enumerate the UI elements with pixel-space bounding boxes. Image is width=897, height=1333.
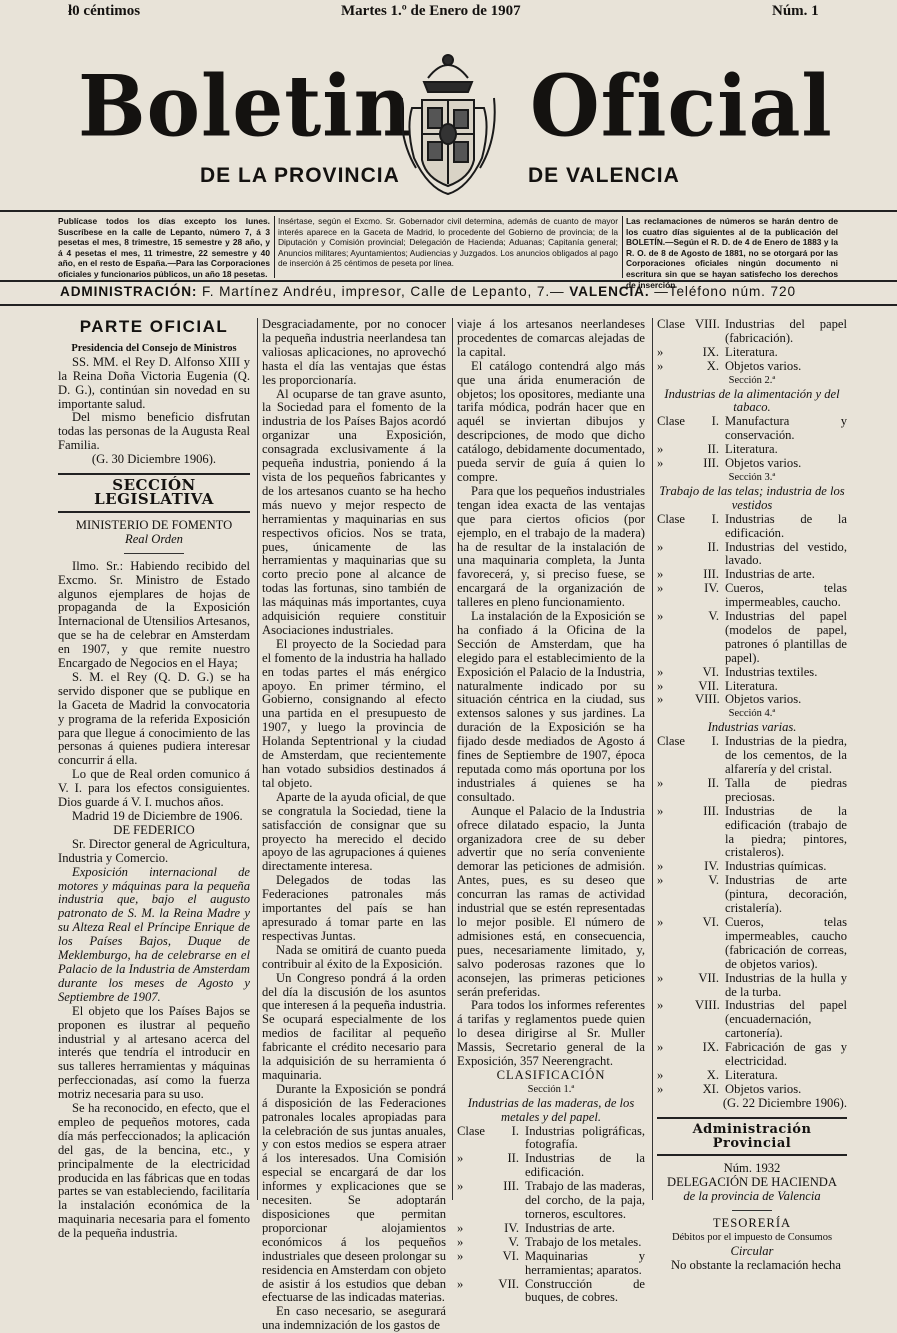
class-number: X. <box>706 1067 719 1082</box>
class-item <box>657 916 847 972</box>
class-number: V. <box>508 1234 519 1249</box>
class-number: II. <box>707 442 719 457</box>
paragraph: Delegados de todas las Federaciones patronales más importantes del país se han apresurado á tomar parte en las respectivas Juntas. <box>262 873 446 943</box>
class-number: IV. <box>504 1220 519 1235</box>
class-title: Industrias de la edificación (trabajo de la piedra; pintores, cristaleros). <box>725 803 847 860</box>
class-item <box>657 999 847 1041</box>
rule <box>124 553 184 554</box>
class-number: III. <box>703 567 719 582</box>
class-item <box>457 1152 645 1180</box>
class-label: » <box>657 775 664 790</box>
class-number: XI. <box>702 1081 719 1096</box>
class-label: Clase <box>657 734 685 749</box>
class-title: Industrias del papel (encuadernación, cartonería). <box>725 998 847 1041</box>
class-number: VII. <box>698 678 719 693</box>
paragraph: El catálogo contendrá algo más que una árida enumeración de objetos; los opositores, mediante una tarifa módica, podrán hacer que en aquél se inviertan dibujos y descripciones, de modo que dicho catálogo, debidamente documentado, pueda servir de guía á quien lo compre. <box>457 358 645 484</box>
class-label: » <box>457 1248 464 1263</box>
class-item <box>657 735 847 777</box>
class-list <box>457 1125 645 1306</box>
class-title: Literatura. <box>725 1067 778 1082</box>
class-item <box>657 318 847 346</box>
admin-city: VALENCIA. <box>569 284 650 299</box>
class-list <box>657 735 847 1097</box>
divider <box>622 216 623 278</box>
class-label: » <box>657 609 664 624</box>
class-item <box>657 568 847 582</box>
class-label: » <box>657 581 664 596</box>
class-label: » <box>657 678 664 693</box>
class-title: Literatura. <box>725 344 778 359</box>
paragraph: Nada se omitirá de cuanto pueda contribuir al éxito de la Exposición. <box>262 942 446 971</box>
class-title: Industrias de arte. <box>725 567 815 582</box>
price: ł0 céntimos <box>68 3 141 19</box>
masthead-title-right: Oficial <box>530 56 833 156</box>
class-title: Industrias del papel (modelos de papel, patrones ó plantillas de papel). <box>725 609 847 665</box>
class-title: Talla de piedras preciosas. <box>725 775 847 804</box>
class-label: » <box>657 1040 664 1055</box>
masthead <box>0 26 897 206</box>
class-number: VI. <box>502 1248 519 1263</box>
class-item <box>657 693 847 707</box>
class-number: II. <box>707 539 719 554</box>
admin-text: F. Martínez Andréu, impresor, Calle de Lepanto, 7.— <box>202 284 565 299</box>
notice-heading: TESORERÍA <box>712 1216 792 1231</box>
class-number: IX. <box>702 344 719 359</box>
section-label: Sección 1.ª <box>527 1083 575 1095</box>
notice-number: Núm. 1932 <box>723 1161 781 1176</box>
class-title: Literatura. <box>725 678 778 693</box>
class-label: » <box>457 1151 464 1166</box>
notice-type: Circular <box>730 1244 774 1258</box>
signature: DE FEDERICO <box>113 822 195 837</box>
class-item <box>457 1125 645 1153</box>
class-number: II. <box>507 1151 519 1166</box>
notice-office: DELEGACIÓN DE HACIENDA <box>667 1175 837 1190</box>
paragraph: El objeto que los Países Bajos se proponen es ilustrar al pequeño industrial y al artesano acerca del interés que tendría el introducir en sus talleres herramientas y máquinas perfeccionadas, así como la fuerza motriz necesaria para su uso. <box>58 1003 250 1102</box>
masthead-subtitle-left: DE LA PROVINCIA <box>200 164 400 187</box>
section-label: Sección 3.ª <box>728 471 776 483</box>
paragraph: El proyecto de la Sociedad para el fomento de la industria ha hallado en todas partes el más enérgico apoyo. En primer término, el Gobierno, consignando al efecto una partida en el presupuesto de 1907, y luego la provincia de Holanda Septentrional y la ciudad de Amsterdam, que recientemente han votado subsidios destinados á tal objeto. <box>262 636 446 790</box>
class-item <box>657 777 847 805</box>
class-item <box>457 1250 645 1278</box>
class-number: V. <box>708 873 719 888</box>
class-label: » <box>657 914 664 929</box>
class-item <box>457 1236 645 1250</box>
class-item <box>657 666 847 680</box>
citation: (G. 22 Diciembre 1906). <box>722 1095 847 1110</box>
class-label: » <box>657 970 664 985</box>
paragraph: Madrid 19 de Diciembre de 1906. <box>72 809 243 823</box>
paragraph: viaje á los artesanos neerlandeses procedentes de comarcas alejadas de la capital. <box>457 317 645 359</box>
class-title: Industrias poligráficas, fotografía. <box>525 1123 645 1152</box>
section-title: Trabajo de las telas; industria de los vestidos <box>659 483 845 512</box>
masthead-title-left: Boletin <box>78 56 413 156</box>
coat-of-arms-icon <box>398 48 498 196</box>
section-heading-box: SECCIÓN LEGISLATIVA <box>58 473 250 513</box>
class-list <box>657 415 847 471</box>
class-item <box>657 1083 847 1097</box>
class-label: » <box>457 1220 464 1235</box>
class-title: Objetos varios. <box>725 692 802 707</box>
class-number: VIII. <box>695 998 720 1013</box>
paragraph: Para que los pequeños industriales tengan idea exacta de las ventajas que para ciertos oficios (por ejemplo, en el trabajo de la madera) ha de resultar de la instalación de una maquinaria completa, la Junta favorecerá, y, si preciso fuese, se encargará de la organización de talleres en pleno funcionamiento. <box>457 483 645 610</box>
class-label: » <box>657 664 664 679</box>
paragraph: Lo que de Real orden comunico á V. I. para los efectos consiguientes. Dios guarde á V. I. muchos años. <box>58 767 250 810</box>
class-number: I. <box>711 734 719 749</box>
column-divider <box>652 318 653 1200</box>
class-label: » <box>657 456 664 471</box>
class-title: Industrias de la edificación. <box>525 1151 645 1180</box>
class-number: IX. <box>702 1040 719 1055</box>
class-label: » <box>657 803 664 818</box>
section-label: Sección 2.ª <box>728 374 776 386</box>
column-2 <box>262 317 446 1333</box>
class-number: IV. <box>704 581 719 596</box>
paragraph: Exposición internacional de motores y máquinas para la pequeña industria que, bajo el augusto patronato de S. M. la Reina Madre y su Alteza Real el Príncipe Enrique de los Países Bajos, Duque de Meklemburgo, ha de celebrarse en el Palacio de la Industria de Amsterdam durante los meses de Agosto y Septiembre de 1907. <box>58 864 250 1004</box>
class-label: Clase <box>657 414 685 429</box>
class-label: » <box>657 358 664 373</box>
class-title: Industrias de arte (pintura, decoración, cristalería). <box>725 873 847 916</box>
class-item <box>657 860 847 874</box>
class-title: Cueros, telas impermeables, caucho. <box>725 581 847 610</box>
divider <box>274 216 275 278</box>
paragraph: Se ha reconocido, en efecto, que el empleo de pequeños motores, cada día más perfeccionados; la aplicación del gas, de la bencina, etc., y principalmente de la electricidad producida en las fábricas que en todas partes se van estableciendo, facilitaría la instalación económica de la maquinaria necesaria para el fomento de la pequeña industria. <box>58 1101 250 1241</box>
paragraph: Ilmo. Sr.: Habiendo recibido del Excmo. Sr. Ministro de Estado algunos ejemplares de hojas de propaganda de la Exposición Internacional de Utensilios Artesanos, que se ha de celebrar en Amsterdam en 1907, y que remite nuestro Encargado de Negocios en el Haya; <box>58 558 250 671</box>
class-number: VIII. <box>695 317 720 331</box>
class-label: » <box>657 873 664 888</box>
class-number: III. <box>703 803 719 818</box>
class-title: Industrias del vestido, lavado. <box>725 539 847 568</box>
paragraph: Un Congreso pondrá á la orden del día la discusión de los asuntos que interesen á la pequeña industria. Se ocupará especialmente de los medios de facilitar al pequeño fabricante el crédito necesario para la adquisición de su herramienta ó maquinaria. <box>262 970 446 1082</box>
class-item <box>657 513 847 541</box>
class-label: » <box>657 539 664 554</box>
class-number: VI. <box>702 914 719 929</box>
issue-number: Núm. 1 <box>772 3 819 19</box>
class-label: » <box>457 1179 464 1194</box>
notice-sub: Débitos por el impuesto de Consumos <box>671 1232 833 1244</box>
class-number: III. <box>703 456 719 471</box>
column-divider <box>452 318 453 1200</box>
class-number: I. <box>711 511 719 526</box>
class-number: X. <box>706 358 719 373</box>
class-title: Fabricación de gas y electricidad. <box>725 1040 847 1069</box>
section-label: Sección 4.ª <box>728 708 776 720</box>
class-item <box>457 1180 645 1222</box>
class-list <box>657 513 847 708</box>
class-title: Literatura. <box>725 442 778 457</box>
class-label: Clase <box>457 1123 485 1138</box>
class-title: Objetos varios. <box>725 358 802 373</box>
section-heading-box: Administración Provincial <box>657 1117 847 1157</box>
class-item <box>457 1222 645 1236</box>
class-item <box>657 443 847 457</box>
paragraph: Aparte de la ayuda oficial, de que se congratula la Sociedad, tiene la satisfacción de consignar que su proyecto ha merecido el decido apoyo de las agrupaciones á quienes directamente interesa. <box>262 789 446 874</box>
class-number: I. <box>711 414 719 429</box>
admin-prefix: ADMINISTRACIÓN: <box>60 284 198 299</box>
administration-line <box>0 282 897 306</box>
class-title: Industrias químicas. <box>725 859 827 874</box>
paragraph: Al ocuparse de tan grave asunto, la Sociedad para el fomento de la industria de los Países Bajos acordó organizar una Exposición, consagrada exclusivamente á la pequeña industria, poniendo á la vista de los pequeños fabricantes y de los artesanos cuanto se ha hecho más nuevo y mejor respecto de herramientas y maquinarias en sus respectivos oficios. Nos se trata, pues, únicamente de las herramientas y maquinarias que su corto precio pone al alcance de todas las fortunas, sino también de las máquinas más importantes, cuya adquisición requiere constituir Asociaciones industriales. <box>262 386 446 637</box>
paragraph: En caso necesario, se asegurará una indemnización de los gastos de <box>262 1304 446 1333</box>
subheading: Presidencia del Consejo de Ministros <box>71 342 237 354</box>
class-item <box>657 360 847 374</box>
notice-office-sub: de la provincia de Valencia <box>683 1189 821 1204</box>
class-item <box>657 541 847 569</box>
insertion-text: Insértase, según el Excmo. Sr. Gobernador civil determina, además de cuanto de mayor interés aparece en la Gaceta de Madrid, lo procedente del Gobierno de provincia; de la Diputación y Comisión provincial; Delegación de Hacienda; Aduanas; Capitanía general; Anuncios militares; Ayuntamientos; Audiencias y Juzgados. Los anuncios obligados al pago de inserción á 25 céntimos de peseta por línea. <box>278 216 618 269</box>
class-label: Clase <box>657 317 685 331</box>
paragraph: Durante la Exposición se pondrá á disposición de las Federaciones patronales locales apropiadas para la celebración de sus juntas anuales, y con estos medios se espera atraer á los interesados. Una Comisión especial se encargará de dar los informes y explicaciones que se necesiten. Se adoptarán disposiciones que permitan proporcionar alojamientos económicos á los pequeños industriales que deseen prolongar su residencia en Amsterdam con objeto de asistir á los estudios que deban efectuarse de las indicadas materias. <box>262 1081 446 1305</box>
section-title: Industrias varias. <box>707 720 797 735</box>
class-title: Industrias de arte. <box>525 1220 615 1235</box>
ministry-heading: MINISTERIO DE FOMENTO <box>75 517 233 532</box>
class-title: Industrias del papel (fabricación). <box>725 317 847 345</box>
class-item <box>657 1069 847 1083</box>
class-item <box>657 680 847 694</box>
class-number: IV. <box>704 859 719 874</box>
subscription-text: Publícase todos los días excepto los lunes. Suscríbese en la calle de Lepanto, número 7, á 3 pesetas el mes, 8 trimestre, 15 semestre y 28 año, y á 4 pesetas el mes, 11 trimestre, 22 semestre y 40 año, en el resto de España.—Para las Corporaciones oficiales y funcionarios públicos, un año 18 pesetas. <box>58 216 270 279</box>
class-item <box>657 457 847 471</box>
class-item <box>657 874 847 916</box>
class-label: » <box>657 1067 664 1082</box>
class-label: » <box>657 859 664 874</box>
paragraph: Para todos los informes referentes á tarifas y reglamentos puede quien lo desea dirigirse al Sr. Muller Massis, Secretario general de la Exposición, 357 Neerengracht. <box>457 998 645 1069</box>
section-title: Industrias de la alimentación y del tabaco. <box>664 386 840 415</box>
class-title: Industrias textiles. <box>725 664 818 679</box>
class-title: Manufactura y conservación. <box>725 414 847 443</box>
subscription-info-bar <box>0 210 897 290</box>
paragraph: Del mismo beneficio disfrutan todas las personas de la Augusta Real Familia. <box>58 410 250 453</box>
class-label: Clase <box>657 511 685 526</box>
class-label: » <box>457 1276 464 1291</box>
paragraph: S. M. el Rey (Q. D. G.) se ha servido disponer que se publique en la Gaceta de Madrid la convocatoria y programa de la referida Exposición para que llegue á conocimiento de las personas á quienes pudiera interesar concurrir á ella. <box>58 669 250 768</box>
class-title: Construcción de buques, de cobres. <box>525 1276 645 1305</box>
class-title: Maquinarias y herramientas; aparatos. <box>525 1248 645 1277</box>
class-label: » <box>657 692 664 707</box>
class-number: I. <box>511 1123 519 1138</box>
class-item <box>657 610 847 666</box>
classification-heading: CLASIFICACIÓN <box>496 1067 606 1082</box>
class-item <box>657 582 847 610</box>
class-title: Objetos varios. <box>725 456 802 471</box>
class-title: Objetos varios. <box>725 1081 802 1096</box>
class-number: II. <box>707 775 719 790</box>
admin-phone: —Teléfono núm. 720 <box>654 284 796 299</box>
citation: (G. 30 Diciembre 1906). <box>91 452 217 467</box>
masthead-subtitle-right: DE VALENCIA <box>528 164 680 187</box>
paragraph: Aunque el Palacio de la Industria ofrece dilatado espacio, la Junta organizadora cree de su deber advertir que no sería conveniente demorar las peticiones de admisión. Antes, pues, es su deseo que concurran las ramas de actividad industrial que se estén representadas lo mejor posible. El número de admisiones está, en consecuencia, pues, necesariamente limitado, y, salvo poderosas razones que lo aconsejen, las primeras peticiones serán preferidas. <box>457 803 645 999</box>
class-label: » <box>657 344 664 359</box>
class-number: VII. <box>698 970 719 985</box>
class-title: Trabajo de los metales. <box>525 1234 642 1249</box>
class-label: » <box>657 998 664 1013</box>
class-number: VI. <box>702 664 719 679</box>
class-title: Industrias de la hulla y de la turba. <box>725 970 847 999</box>
class-list <box>657 318 847 374</box>
paragraph: SS. MM. el Rey D. Alfonso XIII y la Reina Doña Victoria Eugenia (Q. D. G.), continúan sin novedad en su importante salud. <box>58 354 250 411</box>
issue-date: Martes 1.º de Enero de 1907 <box>341 3 521 19</box>
section-title: Industrias de las maderas, de los metales y del papel. <box>467 1095 635 1124</box>
paragraph: No obstante la reclamación hecha <box>671 1257 841 1272</box>
class-number: VIII. <box>695 692 720 707</box>
class-item <box>657 415 847 443</box>
section-heading: PARTE OFICIAL <box>79 317 229 336</box>
class-title: Industrias de la edificación. <box>725 511 847 540</box>
class-item <box>657 1041 847 1069</box>
class-item <box>657 805 847 861</box>
class-label: » <box>457 1234 464 1249</box>
column-1 <box>58 317 250 1241</box>
paragraph: Sr. Director general de Agricultura, Industria y Comercio. <box>58 836 250 865</box>
class-item <box>657 346 847 360</box>
class-item <box>457 1278 645 1306</box>
class-label: » <box>657 442 664 457</box>
column-divider <box>257 318 258 1200</box>
paragraph: Desgraciadamente, por no conocer la pequeña industria neerlandesa tan valiosas aplicaciones, no aprovechó hasta el día las ventajas que éstas les proporcionaría. <box>262 317 446 387</box>
class-item <box>657 972 847 1000</box>
class-number: V. <box>708 609 719 624</box>
claims-text: Las reclamaciones de números se harán dentro de los cuatro días siguientes al de la publicación del BOLETÍN.—Según el R. D. de 4 de Enero de 1883 y la R. O. de 8 de Agosto de 1881, no se otorgará por las Corporaciones oficiales ningún documento ni escritura sin que se hayan satisfecho los derechos de inserción <box>626 216 838 290</box>
column-3 <box>457 317 645 1305</box>
rule <box>732 1210 772 1211</box>
class-title: Cueros, telas impermeables, caucho (fabricación de correas, de objetos varios). <box>725 914 847 971</box>
paragraph: La instalación de la Exposición se ha confiado á la Oficina de la Sección de Amsterdam, que ha elegido para el establecimiento de la Exposición el Palacio de la Industria, naturalmente indicado por su situación céntrica en la ciudad, sus extensos salones y sus jardines. La duración de la Exposición se ha fijado desde mediados de Agosto á fines de Septiembre de 1907, época reputada como más oportuna por los industriales á quienes se ha consultado. <box>457 609 645 804</box>
class-title: Trabajo de las maderas, del corcho, de la paja, torneros, escultores. <box>525 1179 645 1221</box>
order-heading: Real Orden <box>125 531 183 546</box>
class-number: III. <box>503 1179 519 1194</box>
class-number: VII. <box>498 1276 519 1291</box>
class-label: » <box>657 1081 664 1096</box>
class-label: » <box>657 567 664 582</box>
column-4 <box>657 317 847 1272</box>
header-line <box>0 0 897 26</box>
class-title: Industrias de la piedra, de los cementos, de la alfarería y del cristal. <box>725 734 847 776</box>
